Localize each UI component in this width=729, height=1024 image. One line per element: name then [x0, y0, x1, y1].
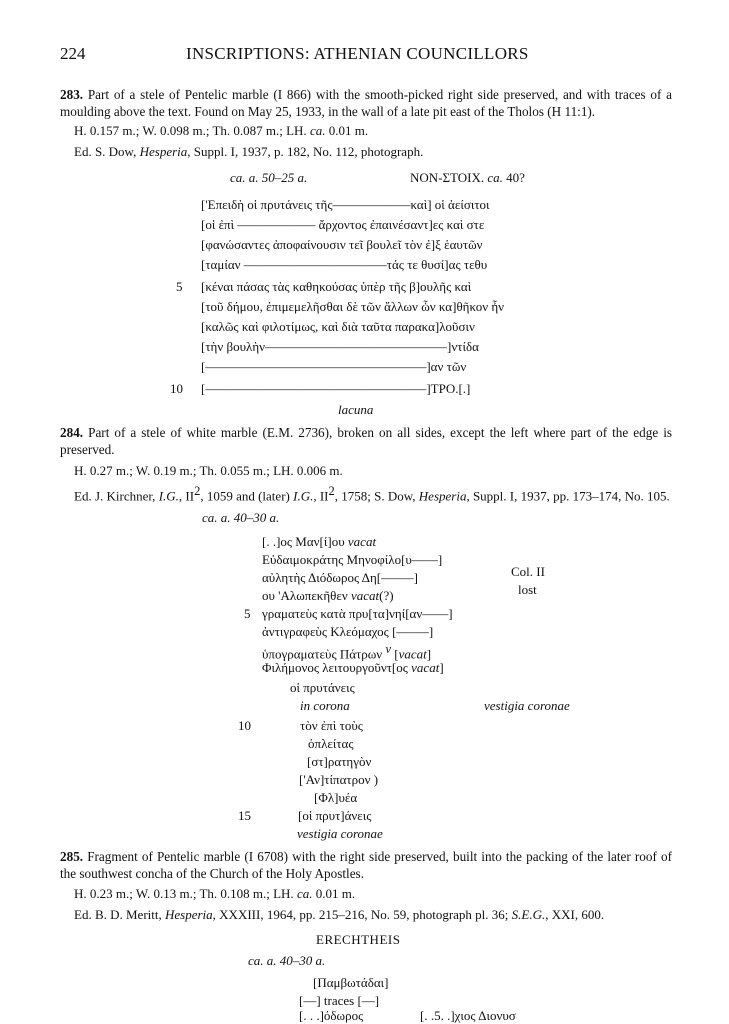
inscription-line: ἀντιγραφεὺς Κλεόμαχος [–––––]	[262, 624, 434, 639]
entry-284-dimensions: H. 0.27 m.; W. 0.19 m.; Th. 0.055 m.; LH. 0.006 m.	[74, 463, 343, 478]
vestigia-coronae-label: vestigia coronae	[297, 826, 383, 841]
inscription-line: ου 'Αλωπεκῆθεν vacat(?)	[262, 588, 394, 603]
line-number: 5	[244, 606, 251, 621]
inscription-line: [. . .]όδωρος	[299, 1008, 364, 1023]
inscription-line: αὐλητὴς Διόδωρος Δη[–––––]	[262, 570, 418, 585]
line-number: 10	[170, 381, 183, 396]
inscription-line: [ταμίαν ––––––––––––––––––––––τάς τε θυσί]ας τεθυ	[201, 257, 488, 272]
line-number: 10	[238, 718, 251, 733]
inscription-line: ὑπογραματεὺς Πάτρων $^v$ [vacat]	[262, 642, 432, 662]
entry-283-dimensions: H. 0.157 m.; W. 0.098 m.; Th. 0.087 m.; LH. ca. 0.01 m.	[74, 123, 369, 138]
entry-283-description: 283. Part of a stele of Pentelic marble (I 866) with the smooth-picked right side preserved, and with traces of a moulding above the text. Found on May 25, 1933, in the wall of a late pit east of the Tholos (H 11:1).	[60, 87, 672, 119]
inscription-line: ['Αν]τίπατρον )	[299, 772, 379, 787]
in-corona-label: in corona	[300, 698, 350, 713]
inscription-line: [. .]ος Μαν[ί]ου vacat	[262, 534, 377, 549]
inscription-line: Εὐδαιμοκράτης Μηνοφίλο[υ––––]	[262, 552, 443, 567]
inscription-line: [––] traces [––]	[299, 993, 380, 1008]
inscription-line: [––––––––––––––––––––––––––––––––––]ΤΡΟ.[.]	[201, 381, 471, 396]
inscription-line: [οἱ ἐπὶ –––––––––––– ἄρχοντος ἐπαινέσαντ]ες καὶ στε	[201, 217, 485, 232]
entry-285-date: ca. a. 40–30 a.	[248, 953, 326, 968]
col-ii-lost: lost	[518, 582, 537, 597]
inscription-line: [τοῦ δήμου, ἐπιμεμελῆσθαι δὲ τῶν ἄλλων ὧν κα]θῆκον ἦν	[201, 299, 505, 314]
entry-283-edition: Ed. S. Dow, Hesperia, Suppl. I, 1937, p. 182, No. 112, photograph.	[74, 144, 424, 159]
running-title: INSCRIPTIONS: ATHENIAN COUNCILLORS	[186, 44, 529, 63]
tribe-heading: ERECHTHEIS	[316, 932, 401, 947]
entry-number: 283.	[60, 87, 84, 102]
inscription-line: [––––––––––––––––––––––––––––––––––]αν τῶν	[201, 359, 467, 374]
inscription-line: [στ]ρατηγὸν	[307, 754, 372, 769]
entry-number: 284.	[60, 425, 84, 440]
inscription-line: [. .5. .]χιος Διονυσ	[420, 1008, 516, 1023]
inscription-line: οἱ πρυτάνεις	[290, 680, 355, 695]
lacuna-label: lacuna	[338, 402, 374, 417]
inscription-line: [Φλ]υέα	[314, 790, 358, 805]
inscription-line: τὸν ἐπὶ τοὺς	[300, 718, 363, 733]
entry-283-date: ca. a. 50–25 a.	[230, 170, 308, 185]
entry-283-stoich: NON-ΣΤΟΙΧ. ca. 40?	[410, 170, 525, 185]
inscription-line: [τὴν βουλὴν––––––––––––––––––––––––––––]ντίδα	[201, 339, 479, 354]
inscription-line: [οἱ πρυτ]άνεις	[298, 808, 372, 823]
entry-284-description: 284. Part of a stele of white marble (E.M. 2736), broken on all sides, except the left where part of the edge is preserved.	[60, 425, 672, 457]
entry-284-date: ca. a. 40–30 a.	[202, 510, 280, 525]
inscription-line: ὁπλείτας	[308, 736, 354, 751]
col-ii-vestigia: vestigia coronae	[484, 698, 570, 713]
inscription-line: γραματεὺς κατὰ πρυ[τα]νηί[αν––––]	[262, 606, 453, 621]
entry-number: 285.	[60, 849, 84, 864]
entry-285-edition: Ed. B. D. Meritt, Hesperia, XXXIII, 1964, pp. 215–216, No. 59, photograph pl. 36; S.E.G., XXI, 600.	[74, 907, 605, 922]
page-header	[60, 44, 680, 68]
entry-284-edition: Ed. J. Kirchner, I.G., $II^2$, 1059 and (later) I.G., $II^2$, 1758; S. Dow, Hesperia, Suppl. I, 1937, pp. 173–174, No. 105.	[74, 484, 670, 504]
inscription-line: [καλῶς καὶ φιλοτίμως, καὶ διὰ ταῦτα παρακα]λοῦσιν	[201, 319, 475, 334]
inscription-line: [Παμβωτάδαι]	[313, 975, 389, 990]
line-number: 15	[238, 808, 251, 823]
inscription-line: [φανώσαντες ἀποφαίνουσιν τεῖ βουλεῖ τὸν ἐ]ξ ἑαυτῶν	[201, 237, 483, 252]
inscription-line: [κέναι πάσας τὰς καθηκούσας ὑπὲρ τῆς β]ουλῆς καὶ	[201, 279, 472, 294]
inscription-line: Φιλήμονος λειτουργοῦντ[ος vacat]	[262, 660, 444, 675]
entry-285-dimensions: H. 0.23 m.; W. 0.13 m.; Th. 0.108 m.; LH. ca. 0.01 m.	[74, 886, 356, 901]
inscription-line: ['Επειδὴ οἱ πρυτάνεις τῆς––––––––––––καὶ] οἱ ἀείσιτοι	[201, 197, 490, 212]
line-number: 5	[176, 279, 183, 294]
entry-285-description: 285. Fragment of Pentelic marble (I 6708) with the right side preserved, built into the packing of the later roof of the southwest concha of the Church of the Holy Apostles.	[60, 849, 672, 881]
page-number: 224	[60, 44, 86, 63]
col-ii-label: Col. II	[511, 564, 545, 579]
